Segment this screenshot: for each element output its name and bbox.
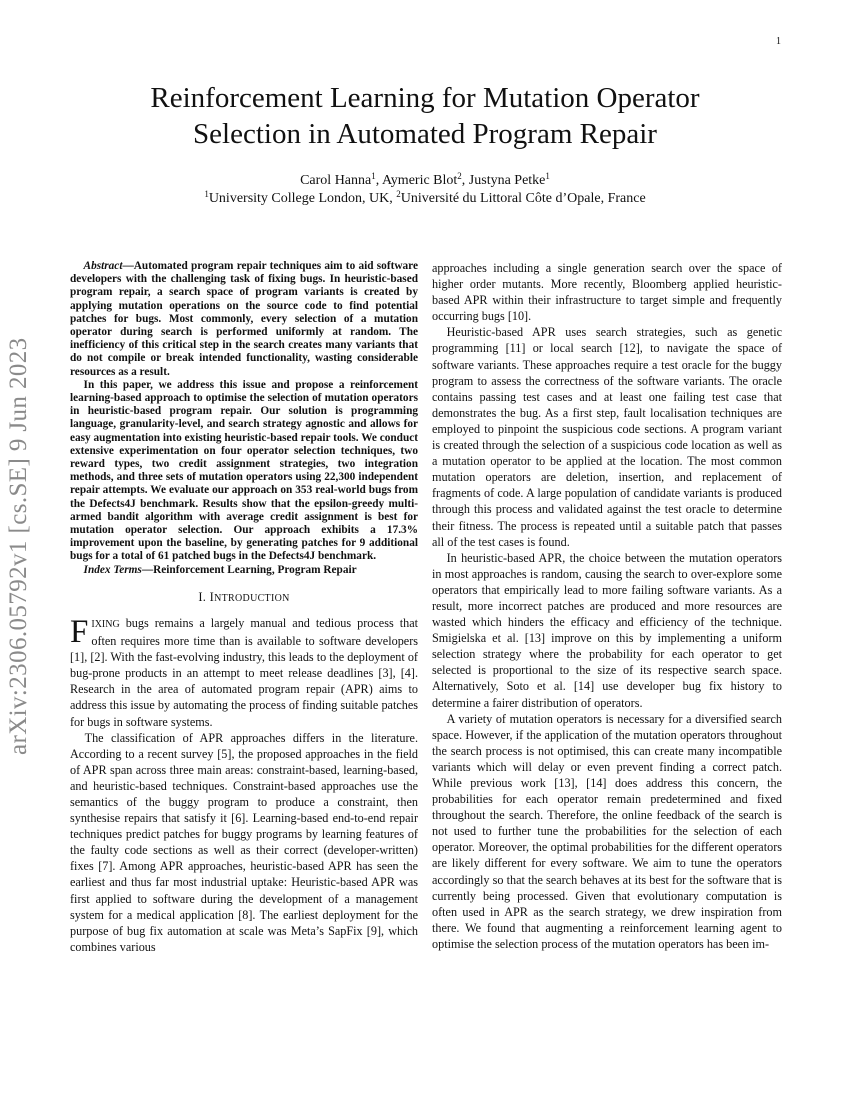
author-name: Carol Hanna: [300, 173, 372, 188]
affiliation-marker: 1: [545, 171, 550, 181]
author-name: , Aymeric Blot: [375, 173, 458, 188]
affiliation-marker: 2: [457, 171, 462, 181]
body-paragraph: A variety of mutation operators is necessary for a diversified search space. However, if the application of the mutation operators throughout the search process is not optimised, this can create many incompatible variants which will delay or even prevent finding a correct patch. While previous work [13], [14] does address this concern, the probabilities for each operator remain predetermined and fixed throughout the search. Therefore, the online feedback of the search is not used to further tune the probabilities for the selection of each operator. Moreover, the optimal probabilities for the different operators are likely different for every software. We aim to tune the operators accordingly so that the search behaves at its best for the software that is currently being processed. Given that evolutionary computation is often used in APR as the search strategy, we drew inspiration from there. We found that augmenting a reinforcement learning agent to optimise the selection process of the mutation operators has been im-: [432, 711, 782, 951]
index-terms: Index Terms—Reinforcement Learning, Program Repair: [83, 563, 357, 576]
page-number: 1: [776, 36, 781, 47]
left-column: [70, 260, 418, 955]
affiliation-marker: 1: [371, 171, 376, 181]
index-terms-label: Index Terms: [83, 563, 142, 576]
affiliation-marker: 1: [204, 189, 209, 199]
title-line-1: Reinforcement Learning for Mutation Operator: [150, 82, 700, 114]
title-line-2: Selection in Automated Program Repair: [193, 118, 657, 150]
affiliation-marker: 2: [396, 189, 401, 199]
abstract-paragraph: Abstract—Automated program repair techniques aim to aid software developers with the challenging task of fixing bugs. In heuristic-based program repair, a search space of program variants is created by applying mutation operations on the source code to find potential patches for bugs. Most commonly, every selection of a mutation operator during search is performed uniformly at random. The inefficiency of this critical step in the search creates many variants that do not compile or break intended functionality, wasting considerable resources as a result.: [70, 260, 418, 378]
affiliation-text: Université du Littoral Côte d’Opale, France: [400, 191, 646, 206]
abstract: [70, 260, 418, 577]
abstract-paragraph: In this paper, we address this issue and propose a reinforcement learning-based approach to optimise the selection of mutation operators in heuristic-based program repair. Our solution is programming language, granularity-level, and search strategy agnostic and allows for easy augmentation into existing heuristic-based repair tools. We conduct extensive experimentation on four operator selection techniques, two reward types, two credit assignment strategies, two integration methods, and three sets of mutation operators using 22,300 independent repair attempts. We evaluate our approach on 353 real-world bugs from the Defects4J benchmark. Results show that the epsilon-greedy multi-armed bandit algorithm with average credit assignment is best for mutation operator selection. Our approach exhibits a 17.3% improvement upon the baseline, by generating patches for 9 additional bugs for a total of 61 patched bugs in the Defects4J benchmark.: [70, 378, 419, 563]
author-names: [60, 172, 790, 190]
section-heading: I. INTRODUCTION: [198, 589, 290, 604]
paper-title: [60, 80, 790, 152]
arxiv-identifier: arXiv:2306.05792v1 [cs.SE] 9 Jun 2023: [5, 337, 32, 755]
affiliations: [60, 190, 790, 208]
body-paragraph: FIXING bugs remains a largely manual and tedious process that often requires more time than is available to software developers [1], [2]. With the fast-evolving industry, this leads to the deployment of bug-prone products in an attempt to meet release deadlines [3], [4]. Research in the area of automated program repair (APR) aims to address this issue by automating the process of finding suitable patches for bugs in software systems.: [70, 613, 418, 729]
abstract-label: Abstract: [83, 260, 123, 272]
body-paragraph: In heuristic-based APR, the choice between the mutation operators in most approaches is random, causing the search to over-explore some operators that empirically lead to more failing software variants. As a result, more incorrect patches are produced and more resources are wasted which hinders the efficacy and efficiency of the technique. Smigielska et al. [13] improve on this by implementing a uniform selection strategy where the probability for each operator to get selected is proportional to the size of its respective search space. Alternatively, Soto et al. [14] use developer bug fix history to determine a fairer distribution of operators.: [432, 550, 782, 710]
right-column: [432, 260, 782, 952]
drop-cap: F: [70, 613, 89, 650]
affiliation-text: University College London, UK,: [208, 191, 397, 206]
author-name: , Justyna Petke: [461, 173, 546, 188]
author-block: [60, 172, 790, 208]
body-paragraph: The classification of APR approaches differs in the literature. According to a recent survey [5], the proposed approaches in the field of APR span across three main areas: constraint-based, learning-based, and heuristic-based techniques. Constraint-based approaches use the semantics of the buggy program to produce a constraint, then synthesise repairs that satisfy it [6]. Learning-based end-to-end repair techniques predict patches for buggy programs by learning features of the faulty code sections as well as their correct (developer-written) fixes [7]. Among APR approaches, heuristic-based APR has seen the earliest and thus far most industrial uptake: Heuristic-based APR was first applied to software during the development of a management system for a medical application [8]. The earliest deployment for the purpose of bug fix automation at scale was Meta’s SapFix [9], which combines various: [70, 730, 418, 954]
body-paragraph: Heuristic-based APR uses search strategies, such as genetic programming [11] or local search [12], to navigate the space of software variants. These approaches require a test oracle for the buggy program to assess the correctness of the software variants. The oracle contains passing test cases and at least one failing test case that demonstrates the bug. As a first step, fault localisation techniques are employed to pinpoint the suspicious code sections. A program variant is created through the selection of a suspicious code location as well as a mutation operator to be applied at the location. The most common mutation operators are deletion, insertion, and replacement of fragments of code. A large population of candidate variants is produced through this process and validated against the test oracle to determine their fitness. The process is repeated until a suitable patch that passes all of the test cases is found.: [432, 325, 782, 549]
body-paragraph: approaches including a single generation search over the space of higher order mutants. More recently, Bloomberg applied heuristic-based APR within their infrastructure to target simple and frequently occurring bugs [10].: [432, 261, 782, 324]
